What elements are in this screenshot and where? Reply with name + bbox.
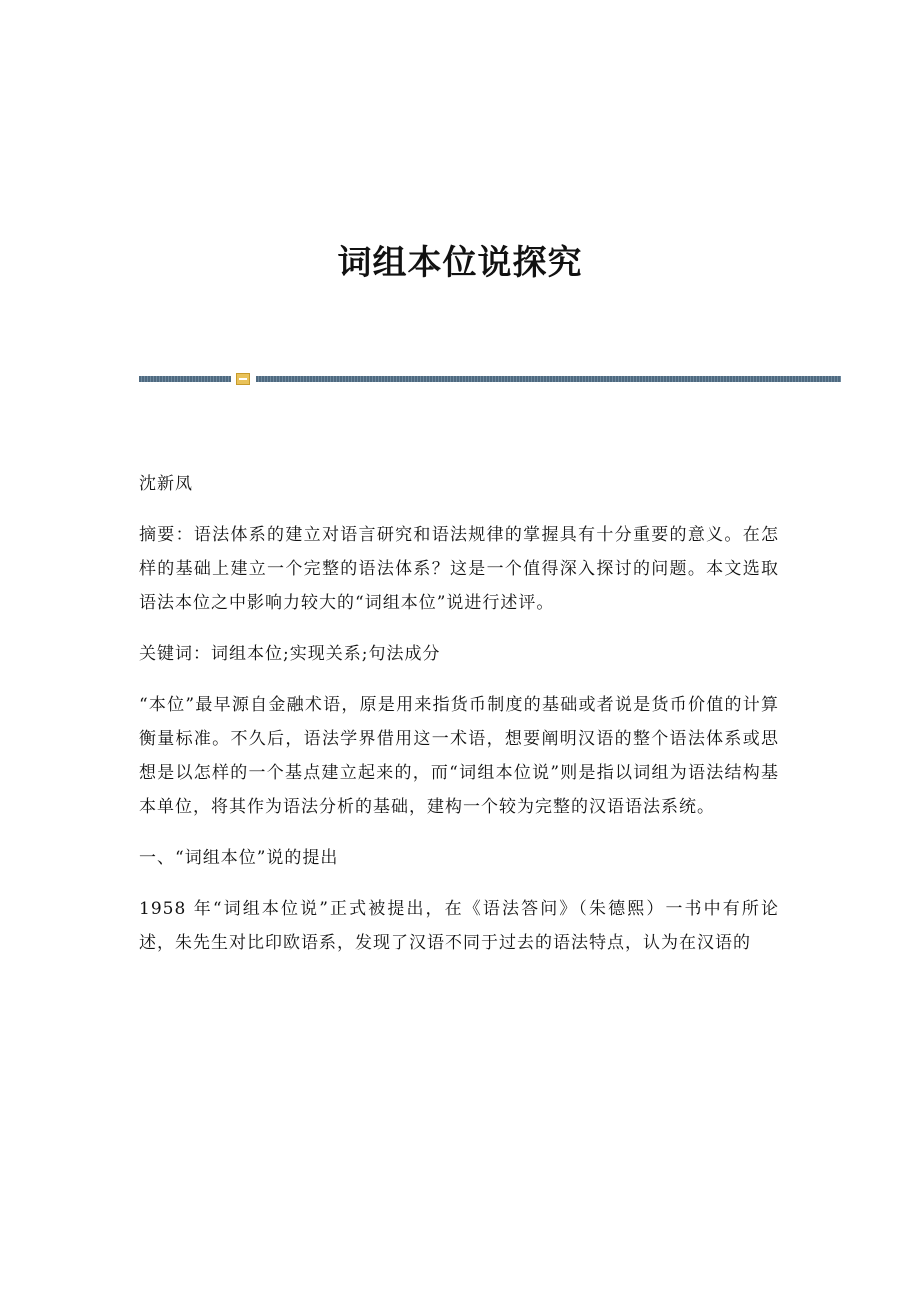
document-body [139,467,779,977]
body-paragraph-1: “本位”最早源自金融术语，原是用来指货币制度的基础或者说是货币价值的计算衡量标准。不久后，语法学界借用这一术语，想要阐明汉语的整个语法体系或思想是以怎样的一个基点建立起来的，而“词组本位说”则是指以词组为语法结构基本单位，将其作为语法分析的基础，建构一个较为完整的汉语语法系统。 [139,695,779,817]
author-name: 沈新凤 [139,474,193,494]
title-divider [139,373,841,385]
keywords-paragraph: 关键词：词组本位;实现关系;句法成分 [139,644,441,664]
divider-ornament-icon [236,373,250,385]
body-paragraph-2: 1958 年“词组本位说”正式被提出，在《语法答问》（朱德熙）一书中有所论述，朱先生对比印欧语系，发现了汉语不同于过去的语法特点，认为在汉语的 [139,899,779,953]
divider-bar-right [256,376,841,382]
divider-bar-left [139,376,231,382]
abstract-paragraph: 摘要：语法体系的建立对语言研究和语法规律的掌握具有十分重要的意义。在怎样的基础上建立一个完整的语法体系？这是一个值得深入探讨的问题。本文选取语法本位之中影响力较大的“词组本位”说进行述评。 [139,525,779,613]
section-heading-1: 一、“词组本位”说的提出 [139,848,339,868]
page-title: 词组本位说探究 [337,242,583,283]
